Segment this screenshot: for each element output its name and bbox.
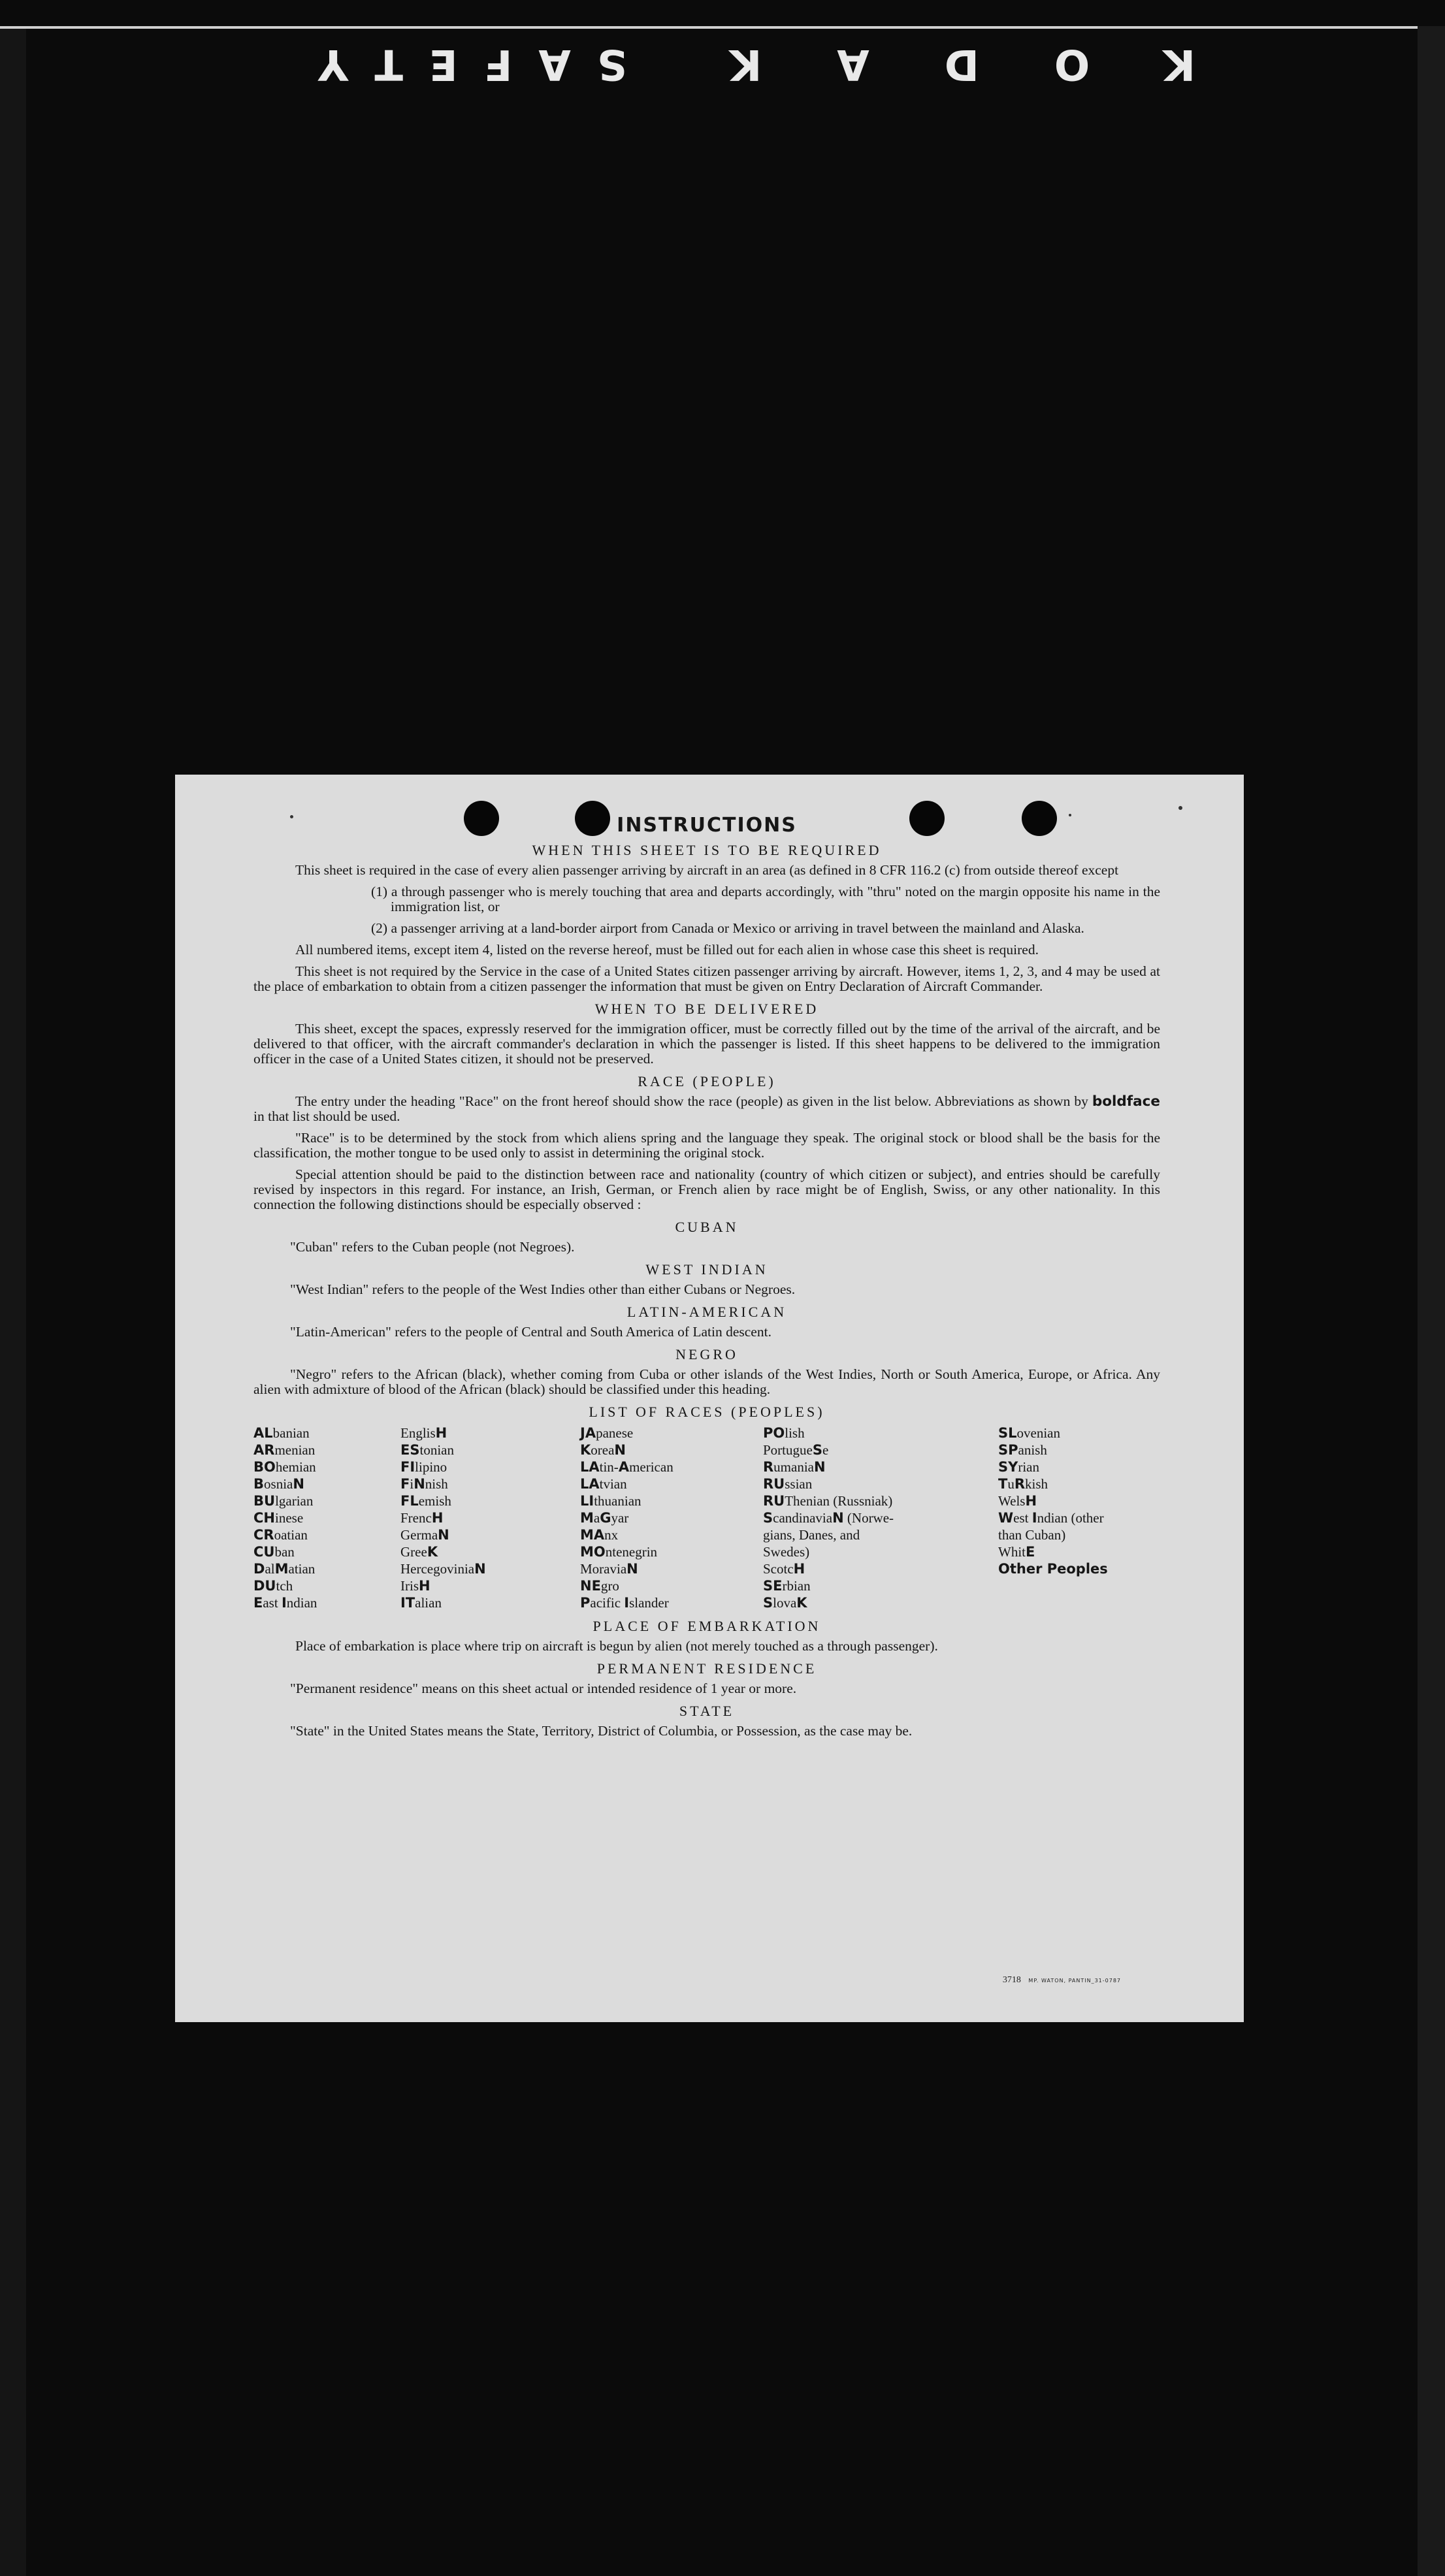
race-entry: RUssian xyxy=(763,1476,813,1492)
dust-speck xyxy=(290,815,293,818)
race-entry: ALbanian xyxy=(253,1425,310,1441)
race-entry-text-b: in that list should be used. xyxy=(253,1108,400,1124)
form-code: 3718 xyxy=(1002,1975,1021,1985)
race-entry: CUban xyxy=(253,1544,295,1560)
paragraph-delivered: This sheet, except the spaces, expressly reserved for the immigration officer, must be correctly filled out by the time of the arrival of the aircraft, and be delivered to that officer, with the aircraft commander's declaration in which the passenger is listed. If this sheet happens to be delivered to the immigration officer in the case of a United States citizen, it should not be preserved. xyxy=(253,1021,1160,1067)
race-entry: PortugueSe xyxy=(763,1442,829,1458)
race-entry: ITalian xyxy=(400,1595,442,1611)
paragraph-latin-american: "Latin-American" refers to the people of Central and South America of Latin descent. xyxy=(290,1324,771,1340)
race-entry: MoraviaN xyxy=(580,1561,638,1577)
section-heading-embarkation: PLACE OF EMBARKATION xyxy=(593,1618,821,1634)
race-entry-text-a: The entry under the heading "Race" on the front hereof should show the race (people) as given in the list below. Abbreviations as shown by xyxy=(295,1093,1088,1109)
race-entry: GermaN xyxy=(400,1527,449,1543)
section-heading-delivered: WHEN TO BE DELIVERED xyxy=(594,1001,819,1017)
dust-speck xyxy=(1069,814,1071,816)
race-entry: West Indian (other than Cuban) xyxy=(998,1510,1104,1543)
section-heading-cuban: CUBAN xyxy=(675,1219,739,1235)
race-entry: ScandinaviaN (Norwe- gians, Danes, and Swedes) xyxy=(763,1510,894,1560)
printer-mark: MP. WATON, PANTIN_31-0787 xyxy=(1028,1978,1121,1984)
section-heading-list-of-races: LIST OF RACES (PEOPLES) xyxy=(589,1404,825,1420)
section-heading-negro: NEGRO xyxy=(675,1346,738,1362)
race-entry: SlovaK xyxy=(763,1595,807,1611)
document-page xyxy=(175,775,1244,2022)
punch-hole xyxy=(464,801,499,836)
punch-hole xyxy=(1022,801,1057,836)
paragraph-cuban: "Cuban" refers to the Cuban people (not Negroes). xyxy=(290,1239,575,1255)
race-entry: SLovenian xyxy=(998,1425,1060,1441)
race-entry: FIlipino xyxy=(400,1459,447,1475)
paragraph-required: This sheet is required in the case of every alien passenger arriving by aircraft in an area (as defined in 8 CFR 116.2 (c) from outside thereof except xyxy=(295,862,1119,878)
races-column xyxy=(998,1425,1168,1611)
race-entry: Pacific Islander xyxy=(580,1595,669,1611)
list-item-exception-1: (1) a through passenger who is merely touching that area and departs accordingly, with "thru" noted on the margin opposite his name in the immigration list, or xyxy=(371,884,1160,914)
form-number xyxy=(1003,1975,1121,1986)
dust-speck xyxy=(1178,806,1182,810)
race-entry: BosniaN xyxy=(253,1476,304,1492)
section-heading-west-indian: WEST INDIAN xyxy=(645,1261,768,1278)
race-entry: ScotcH xyxy=(763,1561,805,1577)
race-entry: LAtvian xyxy=(580,1476,627,1492)
punch-hole xyxy=(575,801,610,836)
list-item-exception-2: (2) a passenger arriving at a land-border airport from Canada or Mexico or arriving in travel between the mainland and Alaska. xyxy=(371,920,1084,936)
race-entry: BUlgarian xyxy=(253,1493,314,1509)
paragraph-west-indian: "West Indian" refers to the people of the West Indies other than either Cubans or Negroes. xyxy=(290,1281,796,1297)
punch-hole xyxy=(909,801,945,836)
race-entry: Other Peoples xyxy=(998,1561,1108,1577)
paragraph-citizen: This sheet is not required by the Service in the case of a United States citizen passenger arriving by aircraft. However, items 1, 2, 3, and 4 may be used at the place of embarkation to obtain from a citizen passenger the information that must be given on Entry Declaration of Aircraft Commander. xyxy=(253,963,1160,994)
race-entry: FrencH xyxy=(400,1510,444,1526)
race-entry: MOntenegrin xyxy=(580,1544,658,1560)
section-heading-race: RACE (PEOPLE) xyxy=(638,1073,776,1089)
race-entry: LIthuanian xyxy=(580,1493,641,1509)
paragraph-state: "State" in the United States means the State, Territory, District of Columbia, or Possession, as the case may be. xyxy=(290,1723,913,1739)
edge-text-kodak: KODAK xyxy=(654,40,1195,88)
film-edge-print xyxy=(0,38,1418,90)
section-heading-permanent-residence: PERMANENT RESIDENCE xyxy=(596,1660,817,1677)
section-heading-latin-american: LATIN-AMERICAN xyxy=(626,1304,787,1320)
races-column xyxy=(763,1425,998,1611)
paragraph-race-nationality: Special attention should be paid to the distinction between race and nationality (country of which citizen or subject), and entries should be carefully revised by inspectors in this regard. For instance, an Irish, German, or French alien by race might be of English, Swiss, or any other nationality. In this connection the following distinctions should be especially observed : xyxy=(253,1167,1160,1212)
race-entry: NEgro xyxy=(580,1578,619,1594)
race-entry: ARmenian xyxy=(253,1442,316,1458)
race-entry: RUThenian (Russniak) xyxy=(763,1493,893,1509)
film-strip-left xyxy=(0,29,26,2576)
race-entry: CRoatian xyxy=(253,1527,308,1543)
paragraph-negro: "Negro" refers to the African (black), whether coming from Cuba or other islands of the West Indies, North or South America, Europe, or Africa. Any alien with admixture of blood of the African (black) should be classified under this heading. xyxy=(253,1366,1160,1397)
film-strip-right xyxy=(1418,26,1445,2576)
race-entry: DalMatian xyxy=(253,1561,316,1577)
paragraph-numbered-items: All numbered items, except item 4, listed on the reverse hereof, must be filled out for each alien in whose case this sheet is required. xyxy=(295,942,1039,958)
race-entry: MaGyar xyxy=(580,1510,629,1526)
race-entry: SPanish xyxy=(998,1442,1047,1458)
race-entry: CHinese xyxy=(253,1510,304,1526)
race-entry: MAnx xyxy=(580,1527,619,1543)
race-entry: GreeK xyxy=(400,1544,438,1560)
race-entry-boldface: boldface xyxy=(1092,1093,1160,1110)
race-entry: East Indian xyxy=(253,1595,317,1611)
race-entry: WhitE xyxy=(998,1544,1035,1560)
race-entry: EStonian xyxy=(400,1442,454,1458)
edge-text-safety: SAFETY xyxy=(291,40,627,88)
page-title: INSTRUCTIONS xyxy=(617,814,797,837)
race-entry: POlish xyxy=(763,1425,805,1441)
race-entry: FLemish xyxy=(400,1493,451,1509)
race-entry: WelsH xyxy=(998,1493,1037,1509)
race-entry: SYrian xyxy=(998,1459,1039,1475)
race-entry: KoreaN xyxy=(580,1442,626,1458)
race-entry: RumaniaN xyxy=(763,1459,826,1475)
race-entry: HercegoviniaN xyxy=(400,1561,486,1577)
races-list xyxy=(253,1425,1160,1611)
paragraph-race-stock: "Race" is to be determined by the stock from which aliens spring and the language they speak. The original stock or blood shall be the basis for the classification, the mother tongue to be used only to assist in determining the original stock. xyxy=(253,1130,1160,1161)
race-entry: TuRkish xyxy=(998,1476,1048,1492)
paragraph-embarkation: Place of embarkation is place where trip on aircraft is begun by alien (not merely touched as a through passenger). xyxy=(295,1638,938,1654)
race-entry: LAtin-American xyxy=(580,1459,674,1475)
race-entry: FiNnish xyxy=(400,1476,448,1492)
section-heading-state: STATE xyxy=(679,1703,735,1719)
races-column xyxy=(400,1425,580,1611)
paragraph-permanent-residence: "Permanent residence" means on this sheet actual or intended residence of 1 year or more. xyxy=(290,1681,797,1696)
race-entry: JApanese xyxy=(580,1425,634,1441)
races-column xyxy=(253,1425,400,1611)
race-entry: DUtch xyxy=(253,1578,293,1594)
race-entry: BOhemian xyxy=(253,1459,316,1475)
race-entry: SErbian xyxy=(763,1578,811,1594)
section-heading-required: WHEN THIS SHEET IS TO BE REQUIRED xyxy=(532,842,882,858)
races-column xyxy=(580,1425,763,1611)
film-edge-line xyxy=(0,26,1418,29)
race-entry: EnglisH xyxy=(400,1425,447,1441)
paragraph-race-entry xyxy=(253,1094,1160,1124)
race-entry: IrisH xyxy=(400,1578,430,1594)
